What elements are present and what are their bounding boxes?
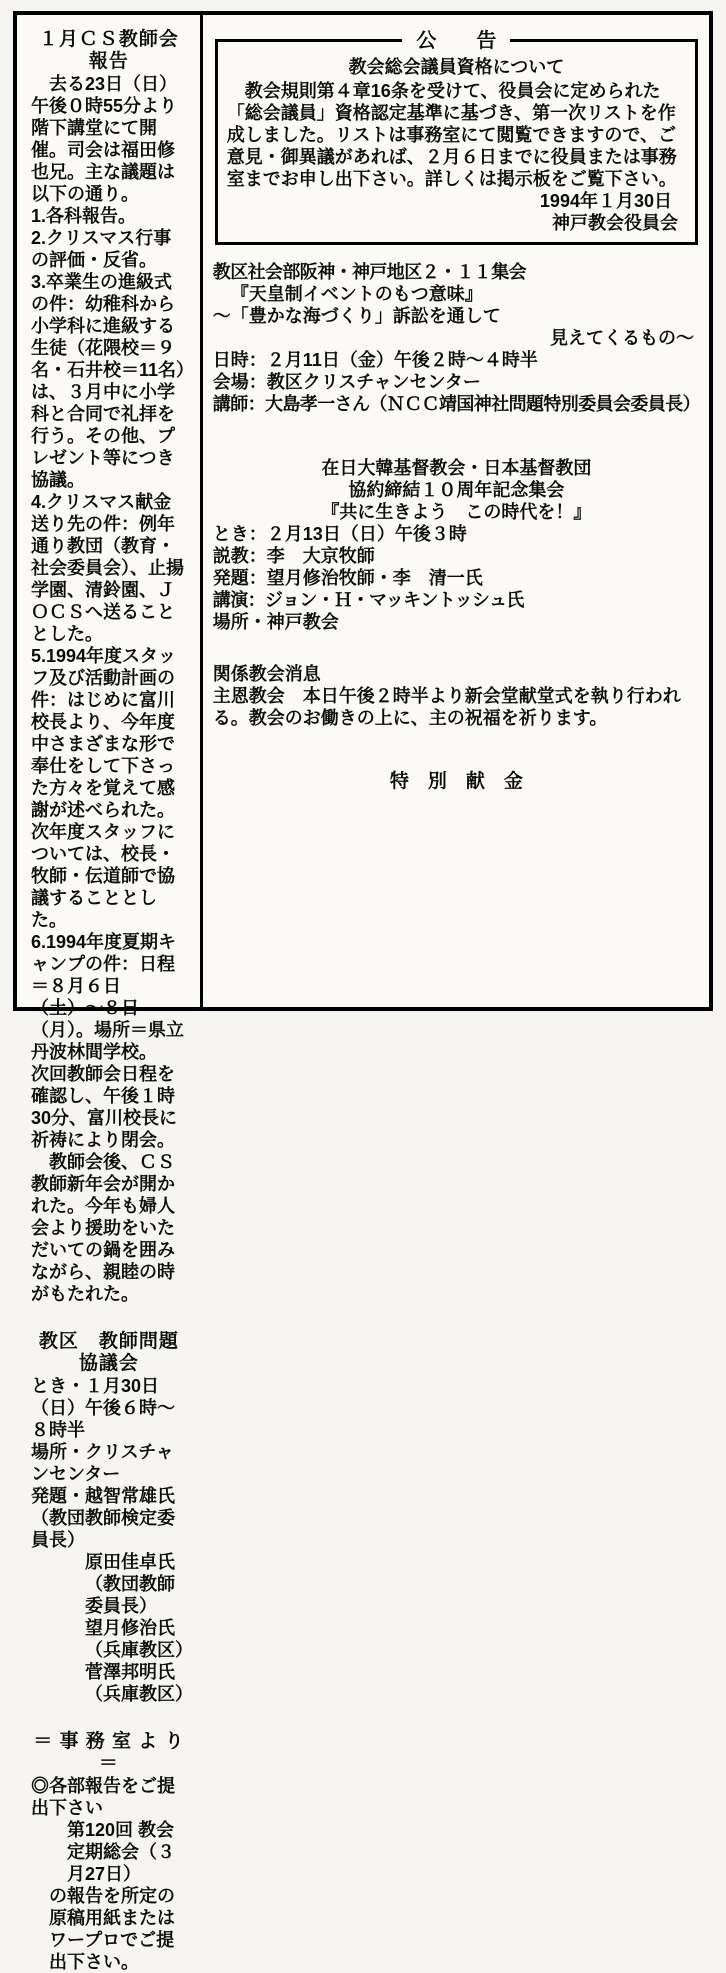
anniversary-presentation: 発題：望月修治牧師・李 清一氏: [212, 568, 483, 588]
cs-report-item-4: 4.クリスマス献金送り先の件：例年通り教団（教育・社会委員会）、止揚学園、清鈴園、ＪＯＣＳへ送ることとした。: [31, 492, 184, 644]
public-notice-legend: 公 告: [402, 29, 510, 53]
right-column: [203, 15, 709, 1007]
office-detail-1: 第120回 教会定期総会（３月27日）: [67, 1820, 175, 1884]
anniversary-place: 場所・神戸教会: [212, 612, 339, 632]
public-notice-box: [215, 30, 698, 245]
related-news-body: 主恩教会 本日午後２時半より新会堂献堂式を執り行われる。教会のお働きの上に、主の祝福を祈ります。: [212, 686, 681, 728]
public-notice-body: 教会規則第４章16条を受けて、役員会に定められた「総会議員」資格認定基準に基づき、第一次リストを作成しました。リストは事務室にて閲覧できますので、ご意見・御異議があれば、２月６日までに役員または事務室までお申し出下さい。詳しくは掲示板をご覧下さい。: [226, 81, 677, 189]
anniversary-section: [213, 457, 700, 633]
anniversary-title-2: 協約締結１０周年記念集会: [348, 480, 565, 500]
special-offering-title: 特 別 献 金: [389, 771, 523, 792]
council-place: 場所・クリスチャンセンター: [31, 1442, 174, 1484]
office-title: ＝ 事 務 室 よ り ＝: [33, 1731, 185, 1774]
office-detail-2: の報告を所定の原稿用紙またはワープロでご提出下さい。: [49, 1886, 175, 1972]
cs-report-item-5: 5.1994年度スタッフ及び活動計画の件：はじめに富川校長より、今年度中さまざまな形で奉仕をして下さった方々を覚えて感謝が述べられた。次年度スタッフについては、校長・牧師・伝道師で協議することとした。: [31, 646, 177, 930]
left-column: [17, 15, 203, 1972]
cs-report-afterparty: 教師会後、ＣＳ教師新年会が開かれた。今年も婦人会より援助をいただいての鍋を囲みながら、親睦の時がもたれた。: [31, 1152, 175, 1304]
anniversary-sermon: 説教：李 大京牧師: [212, 546, 375, 566]
public-notice-signature: 神戸教会役員会: [552, 213, 678, 233]
anniversary-title-1: 在日大韓基督教会・日本基督教団: [321, 458, 592, 478]
council-presenter-2: 原田佳卓氏（教団教師委員長）: [85, 1552, 175, 1616]
gathering-subtitle: 『天皇制イベントのもつ意味』: [230, 284, 483, 304]
district-gathering-section: [213, 261, 700, 415]
cs-report-title: １月ＣＳ教師会報告: [38, 29, 179, 72]
gathering-title: 教区社会部阪神・神戸地区２・１１集会: [212, 262, 526, 282]
gathering-tagline-2: 見えてくるもの〜: [550, 328, 694, 348]
gathering-tagline-1: 〜「豊かな海づくり」訴訟を通して: [212, 306, 501, 326]
cs-report-closing: 次回教師会日程を確認し、午後１時30分、富川校長に祈祷により閉会。: [31, 1064, 178, 1150]
cs-report-intro: 去る23日（日）午後０時55分より階下講堂にて開催。司会は福田修也兄。主な議題は以下の通り。: [31, 74, 178, 204]
council-presenter-3: 望月修治氏（兵庫教区）: [85, 1618, 193, 1660]
council-presenter-4: 菅澤邦明氏（兵庫教区）: [85, 1662, 193, 1704]
cs-report-item-6: 6.1994年度夏期キャンプの件：日程＝８月６日（土）〜８日（月）。場所＝県立丹波林間学校。: [31, 932, 184, 1062]
public-notice-date: 1994年１月30日: [539, 191, 672, 211]
public-notice-subtitle: 教会総会議員資格について: [348, 57, 565, 77]
related-news-title: 関係教会消息: [212, 664, 321, 684]
council-title: 教区 教師問題協議会: [38, 1331, 179, 1374]
council-presenter-1: 発題・越智常雄氏（教団教師検定委員長）: [31, 1486, 175, 1550]
cs-report-item-3: 3.卒業生の進級式の件：幼稚科から小学科に進級する生徒（花隈校＝９名・石井校＝11名）は、３月中に小学科と合同で礼拝を行う。その他、プレゼント等につき協議。: [31, 272, 186, 490]
council-time: とき・１月30日（日）午後６時〜８時半: [31, 1376, 175, 1440]
anniversary-title-3: 『共に生きよう この時代を！』: [321, 502, 592, 522]
cs-report-item-2: 2.クリスマス行事の評価・反省。: [31, 228, 172, 270]
gathering-speaker: 講師：大島孝一さん（ＮＣＣ靖国神社問題特別委員会委員長）: [212, 394, 700, 414]
gathering-venue: 会場：教区クリスチャンセンター: [212, 372, 481, 392]
related-news-section: [213, 663, 700, 729]
office-item: ◎各部報告をご提出下さい: [31, 1776, 175, 1818]
cs-report-item-1: 1.各科報告。: [31, 206, 137, 226]
anniversary-time: とき：２月13日（日）午後３時: [212, 524, 467, 544]
gathering-datetime: 日時：２月11日（金）午後２時〜４時半: [212, 350, 538, 370]
anniversary-lecture: 講演：ジョン・Ｈ・マッキントッシュ氏: [212, 590, 524, 610]
newsletter-sheet: [13, 11, 713, 1972]
